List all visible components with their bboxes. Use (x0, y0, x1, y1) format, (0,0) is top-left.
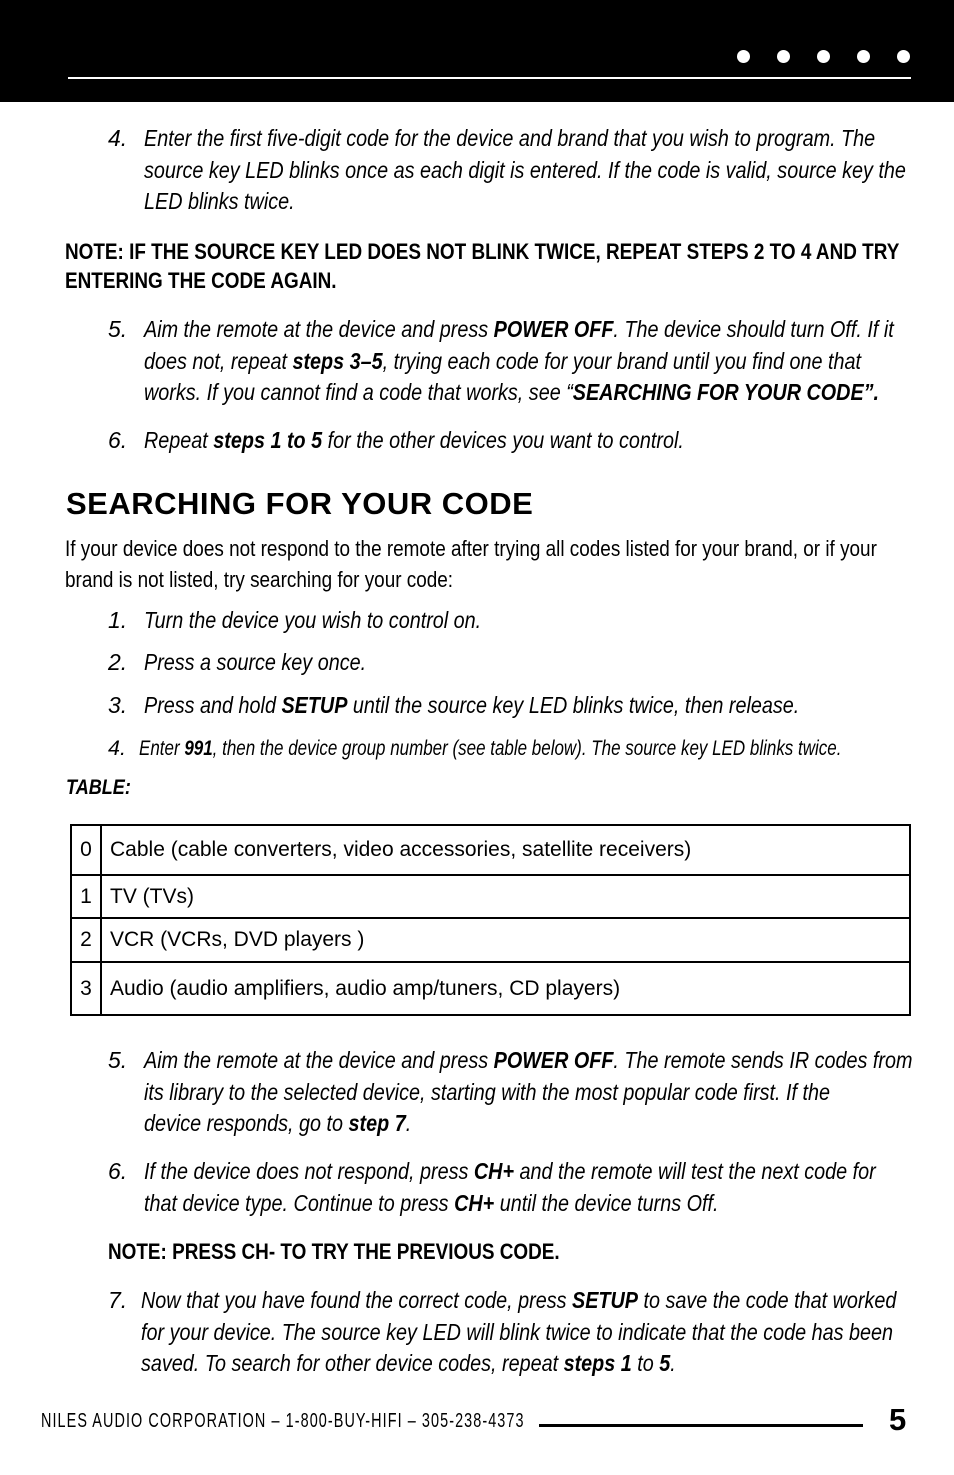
dot-icon (817, 50, 830, 63)
header-band (0, 0, 954, 102)
note-previous-code: NOTE: PRESS CH- TO TRY THE PREVIOUS CODE. (108, 1239, 560, 1264)
group-code: 0 (71, 825, 101, 875)
text-run: . The device should turn Off. If it (613, 316, 894, 342)
step-number: 7. (108, 1287, 128, 1313)
text-run: until the device turns Off. (494, 1189, 719, 1216)
emphasis: POWER OFF (493, 316, 614, 342)
text-run: Repeat (144, 427, 214, 453)
text-run: , trying each code for your brand until you find one that (382, 347, 861, 374)
emphasis: SETUP (281, 692, 348, 718)
note-line: NOTE: IF THE SOURCE KEY LED DOES NOT BLINK TWICE, REPEAT STEPS 2 TO 4 AND TRY (65, 239, 900, 264)
group-description: Audio (audio amplifiers, audio amp/tuners, CD players) (101, 962, 910, 1015)
text-run: . (405, 1110, 412, 1136)
step-number: 2. (108, 649, 128, 675)
text-run: Aim the remote at the device and press (144, 1047, 494, 1073)
step-line: for your device. The source key LED will blink twice to indicate that the code has been (141, 1318, 894, 1345)
text-run: works. If you cannot find a code that works, see “ (144, 379, 573, 405)
step-number: 4. (108, 125, 128, 151)
step-line: its library to the selected device, starting with the most popular code first. If the (144, 1078, 831, 1105)
dot-icon (857, 50, 870, 63)
text-run: saved. To search for other device codes, repeat (141, 1350, 564, 1376)
dot-icon (777, 50, 790, 63)
step-line (144, 1156, 876, 1188)
step-number: 6. (108, 427, 128, 453)
group-code: 1 (71, 875, 101, 918)
step-line (144, 1108, 912, 1140)
group-code: 3 (71, 962, 101, 1015)
header-rule (68, 77, 911, 79)
text-run: , then the device group number (see table below). The source key LED blinks twice. (212, 736, 842, 760)
text-run: . (670, 1350, 676, 1376)
table-row (71, 962, 910, 1015)
text-run: that device type. Continue to press (144, 1189, 455, 1216)
step-line (141, 1348, 896, 1380)
group-code: 2 (71, 918, 101, 962)
step-text (139, 733, 841, 765)
para-line: brand is not listed, try searching for your code: (65, 567, 454, 592)
section-intro (65, 533, 877, 595)
step-line: Enter the first five-digit code for the device and brand that you wish to program. The (144, 125, 876, 151)
step-number: 6. (108, 1158, 128, 1184)
emphasis: 991 (184, 736, 213, 760)
text-run: Now that you have found the correct code, press (141, 1287, 573, 1313)
emphasis: SEARCHING FOR YOUR CODE (572, 379, 864, 405)
text-run: . The remote sends IR codes from (613, 1047, 913, 1073)
section-heading: SEARCHING FOR YOUR CODE (66, 486, 534, 521)
device-group-table (70, 824, 911, 1016)
emphasis: SETUP (572, 1287, 638, 1313)
group-description: TV (TVs) (101, 875, 910, 918)
emphasis: steps 1 (563, 1350, 632, 1376)
dot-icon (897, 50, 910, 63)
step-line (144, 346, 894, 378)
emphasis: ”. (863, 379, 880, 405)
step-text: Press a source key once. (144, 649, 367, 675)
emphasis: CH+ (454, 1189, 495, 1216)
text-run: does not, repeat (144, 347, 293, 374)
text-run: until the source key LED blinks twice, then release. (347, 692, 800, 718)
footer-company-line: NILES AUDIO CORPORATION – 1-800-BUY-HIFI – 305-238-4373 (41, 1410, 525, 1432)
table-row (71, 825, 910, 875)
note-repeat-steps (65, 237, 899, 295)
step-number: 5. (108, 1047, 128, 1073)
dot-icon (737, 50, 750, 63)
step-line (144, 425, 684, 457)
step-text (144, 425, 684, 457)
step-line (144, 1188, 876, 1220)
text-run: and the remote will test the next code for (514, 1158, 876, 1184)
step-text (144, 1045, 912, 1140)
step-line (144, 314, 894, 346)
text-run: for the other devices you want to control. (322, 427, 684, 453)
text-run: Press and hold (144, 692, 282, 718)
step-text: Turn the device you wish to control on. (144, 607, 482, 633)
step-text (144, 690, 799, 722)
emphasis: 5 (659, 1350, 671, 1376)
step-line (144, 1045, 912, 1077)
text-run: device responds, go to (144, 1110, 349, 1136)
group-description: VCR (VCRs, DVD players ) (101, 918, 910, 962)
step-number: 5. (108, 316, 128, 342)
table-label: TABLE: (66, 776, 131, 799)
emphasis: CH+ (473, 1158, 515, 1184)
text-run: Enter (139, 736, 185, 760)
step-text (144, 314, 894, 409)
step-line (141, 1285, 896, 1317)
para-line: If your device does not respond to the remote after trying all codes listed for your brand, or if your (65, 536, 877, 561)
step-line: source key LED blinks once as each digit is entered. If the code is valid, source key the (144, 156, 906, 183)
text-run: If the device does not respond, press (144, 1158, 474, 1184)
step-number: 4. (108, 736, 126, 760)
step-text (144, 123, 906, 218)
header-dots (737, 50, 910, 63)
group-description: Cable (cable converters, video accessories, satellite receivers) (101, 825, 910, 875)
note-line: ENTERING THE CODE AGAIN. (65, 268, 337, 293)
table-row (71, 875, 910, 918)
step-line: LED blinks twice. (144, 188, 295, 214)
text-run: to save the code that worked (637, 1287, 897, 1313)
emphasis: step 7 (348, 1110, 406, 1136)
step-text (141, 1285, 896, 1380)
emphasis: steps 1 to 5 (213, 427, 323, 453)
text-run: Aim the remote at the device and press (144, 316, 494, 342)
step-line (144, 377, 894, 409)
step-number: 1. (108, 607, 128, 633)
step-number: 3. (108, 692, 128, 718)
page-number: 5 (889, 1402, 907, 1437)
table-row (71, 918, 910, 962)
step-text (144, 1156, 876, 1219)
emphasis: POWER OFF (493, 1047, 614, 1073)
footer-rule (539, 1424, 863, 1427)
text-run: to (631, 1350, 660, 1376)
emphasis: steps 3–5 (292, 347, 383, 374)
